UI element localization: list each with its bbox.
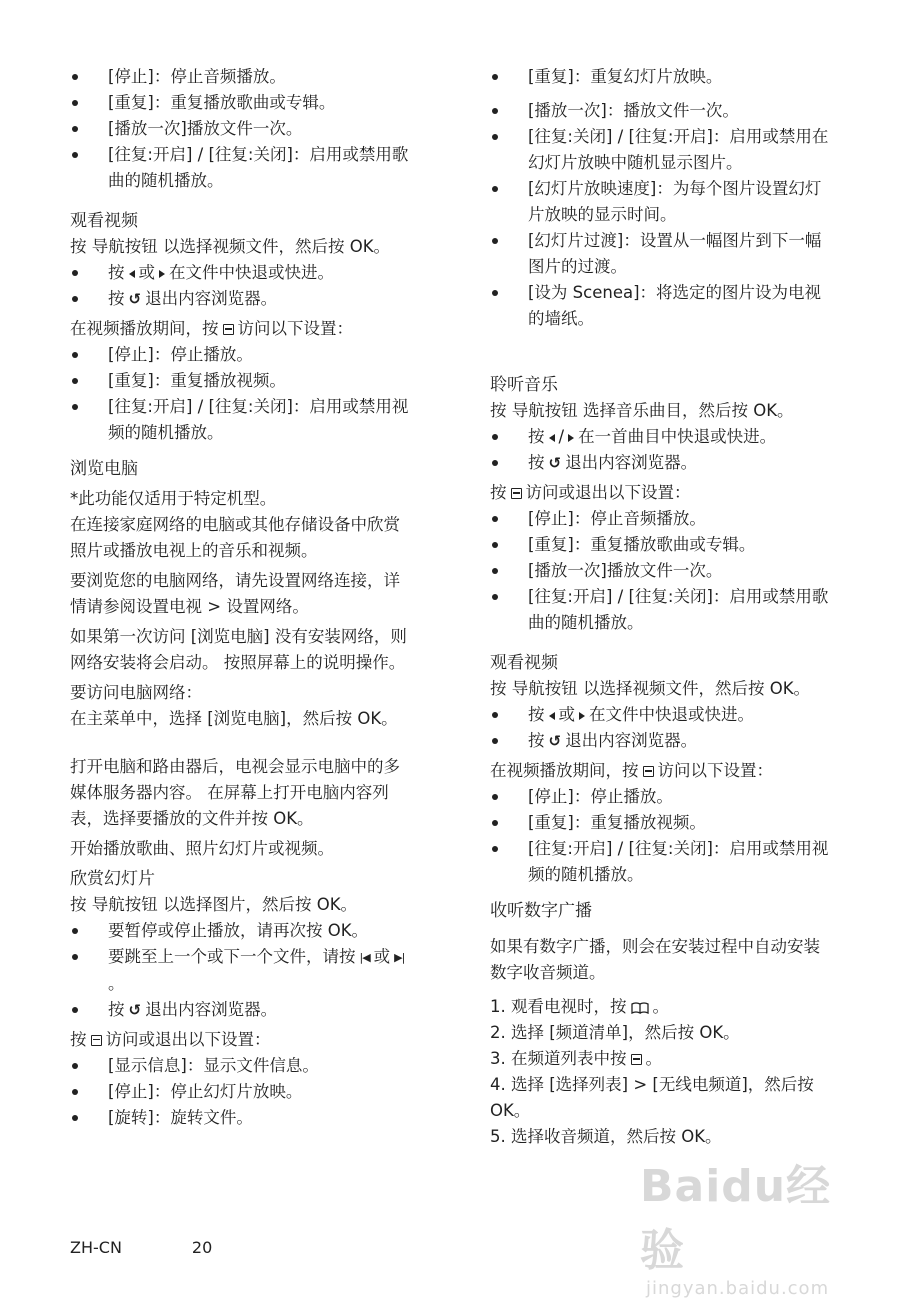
paragraph: 在主菜单中，选择 [浏览电脑]，然后按 OK。 (70, 709, 398, 728)
paragraph: 如果第一次访问 [浏览电脑] 没有安装网络，则网络安装将会启动。 按照屏幕上的说明操作。 (70, 627, 407, 672)
paragraph: 如果有数字广播，则会在安装过程中自动安装数字收音频道。 (490, 937, 820, 982)
baidu-watermark (640, 1150, 840, 1299)
list-item: [播放一次]播放文件一次。 (70, 116, 415, 142)
list-item: [播放一次]播放文件一次。 (490, 558, 835, 584)
list-item: [重复]：重复播放歌曲或专辑。 (490, 532, 835, 558)
book-icon (631, 1002, 649, 1014)
list-item: [往复:开启] / [往复:关闭]：启用或禁用视频的随机播放。 (490, 836, 835, 888)
section-heading: 浏览电脑 (70, 459, 138, 479)
section-heading: 收听数字广播 (490, 901, 592, 921)
paragraph: *此功能仅适用于特定机型。 (70, 489, 277, 508)
list-item: [重复]：重复播放视频。 (70, 368, 415, 394)
list-item: [停止]：停止音频播放。 (70, 64, 415, 90)
right-arrow-icon (159, 270, 165, 278)
list-item: [停止]：停止播放。 (70, 342, 415, 368)
page-footer (70, 1236, 212, 1260)
list-item: [往复:开启] / [往复:关闭]：启用或禁用歌曲的随机播放。 (490, 584, 835, 636)
list-item: 按 或 在文件中快退或快进。 (70, 260, 415, 286)
list-item: [设为 Scenea]：将选定的图片设为电视的墙纸。 (490, 280, 835, 332)
paragraph: 按 导航按钮 以选择视频文件，然后按 OK。 (490, 679, 811, 698)
list-item: [旋转]：旋转文件。 (70, 1105, 415, 1131)
list-item: [往复:开启] / [往复:关闭]：启用或禁用歌曲的随机播放。 (70, 142, 415, 194)
list-item: [重复]：重复幻灯片放映。 (490, 64, 835, 90)
step-5: 5. 选择收音频道，然后按 OK。 (490, 1127, 722, 1146)
list-item: 按 ↺ 退出内容浏览器。 (490, 450, 835, 476)
list-item: [重复]：重复播放视频。 (490, 810, 835, 836)
list-item: 按 或 在文件中快退或快进。 (490, 702, 835, 728)
list-item: 按 ↺ 退出内容浏览器。 (70, 286, 415, 312)
previous-icon: |◀ (359, 950, 370, 964)
section-heading: 聆听音乐 (490, 375, 558, 395)
list-item: [往复:关闭] / [往复:开启]：启用或禁用在幻灯片放映中随机显示图片。 (490, 124, 835, 176)
list-item: [重复]：重复播放歌曲或专辑。 (70, 90, 415, 116)
language-code: ZH-CN (70, 1238, 122, 1257)
paragraph: 按 访问或退出以下设置： (490, 483, 691, 502)
options-icon (643, 766, 654, 777)
section-heading: 欣赏幻灯片 (70, 869, 155, 889)
section-heading: 观看视频 (70, 211, 138, 231)
paragraph: 按 导航按钮 以选择视频文件，然后按 OK。 (70, 237, 391, 256)
paragraph: 按 导航按钮 选择音乐曲目，然后按 OK。 (490, 401, 794, 420)
paragraph: 在视频播放期间，按 访问以下设置： (70, 319, 353, 338)
watermark-logo: Baidu经验 (640, 1161, 832, 1276)
list-item: [播放一次]：播放文件一次。 (490, 98, 835, 124)
list-item: 按 ↺ 退出内容浏览器。 (70, 997, 415, 1023)
paragraph: 要访问电脑网络： (70, 683, 202, 702)
left-arrow-icon (549, 712, 555, 720)
step-1: 1. 观看电视时，按 。 (490, 997, 669, 1016)
right-column (490, 64, 835, 1150)
paragraph: 在视频播放期间，按 访问以下设置： (490, 761, 773, 780)
paragraph: 开始播放歌曲、照片幻灯片或视频。 (70, 839, 334, 858)
left-arrow-icon (549, 434, 555, 442)
paragraph: 打开电脑和路由器后，电视会显示电脑中的多媒体服务器内容。 在屏幕上打开电脑内容列表，选择要播放的文件并按 OK。 (70, 757, 400, 828)
left-arrow-icon (129, 270, 135, 278)
back-icon: ↺ (548, 732, 562, 750)
step-4: 4. 选择 [选择列表] > [无线电频道]，然后按 OK。 (490, 1075, 814, 1120)
list-item: 要暂停或停止播放，请再次按 OK。 (70, 918, 415, 944)
list-item: [幻灯片放映速度]：为每个图片设置幻灯片放映的显示时间。 (490, 176, 835, 228)
left-column (70, 64, 415, 1131)
list-item: 按 / 在一首曲目中快退或快进。 (490, 424, 835, 450)
list-item: [往复:开启] / [往复:关闭]：启用或禁用视频的随机播放。 (70, 394, 415, 446)
list-item: 要跳至上一个或下一个文件，请按 |◀ 或 ▶|。 (70, 944, 415, 997)
back-icon: ↺ (128, 290, 142, 308)
list-item: [停止]：停止幻灯片放映。 (70, 1079, 415, 1105)
list-item: [显示信息]：显示文件信息。 (70, 1053, 415, 1079)
list-item: [幻灯片过渡]：设置从一幅图片到下一幅图片的过渡。 (490, 228, 835, 280)
list-item: [停止]：停止音频播放。 (490, 506, 835, 532)
list-item: 按 ↺ 退出内容浏览器。 (490, 728, 835, 754)
options-icon (223, 324, 234, 335)
options-icon (631, 1054, 642, 1065)
paragraph: 在连接家庭网络的电脑或其他存储设备中欣赏照片或播放电视上的音乐和视频。 (70, 515, 400, 560)
step-2: 2. 选择 [频道清单]，然后按 OK。 (490, 1023, 740, 1042)
paragraph: 要浏览您的电脑网络，请先设置网络连接，详情请参阅设置电视 > 设置网络。 (70, 571, 400, 616)
watermark-url: jingyan.baidu.com (646, 1278, 830, 1299)
next-icon: ▶| (394, 950, 405, 964)
options-icon (91, 1035, 102, 1046)
right-arrow-icon (579, 712, 585, 720)
page-number: 20 (191, 1238, 213, 1257)
list-item: [停止]：停止播放。 (490, 784, 835, 810)
paragraph: 按 导航按钮 以选择图片，然后按 OK。 (70, 895, 358, 914)
right-arrow-icon (568, 434, 574, 442)
back-icon: ↺ (548, 454, 562, 472)
paragraph: 按 访问或退出以下设置： (70, 1029, 271, 1049)
section-heading: 观看视频 (490, 653, 558, 673)
options-icon (511, 488, 522, 499)
step-3: 3. 在频道列表中按 。 (490, 1049, 662, 1068)
back-icon: ↺ (128, 1000, 142, 1019)
